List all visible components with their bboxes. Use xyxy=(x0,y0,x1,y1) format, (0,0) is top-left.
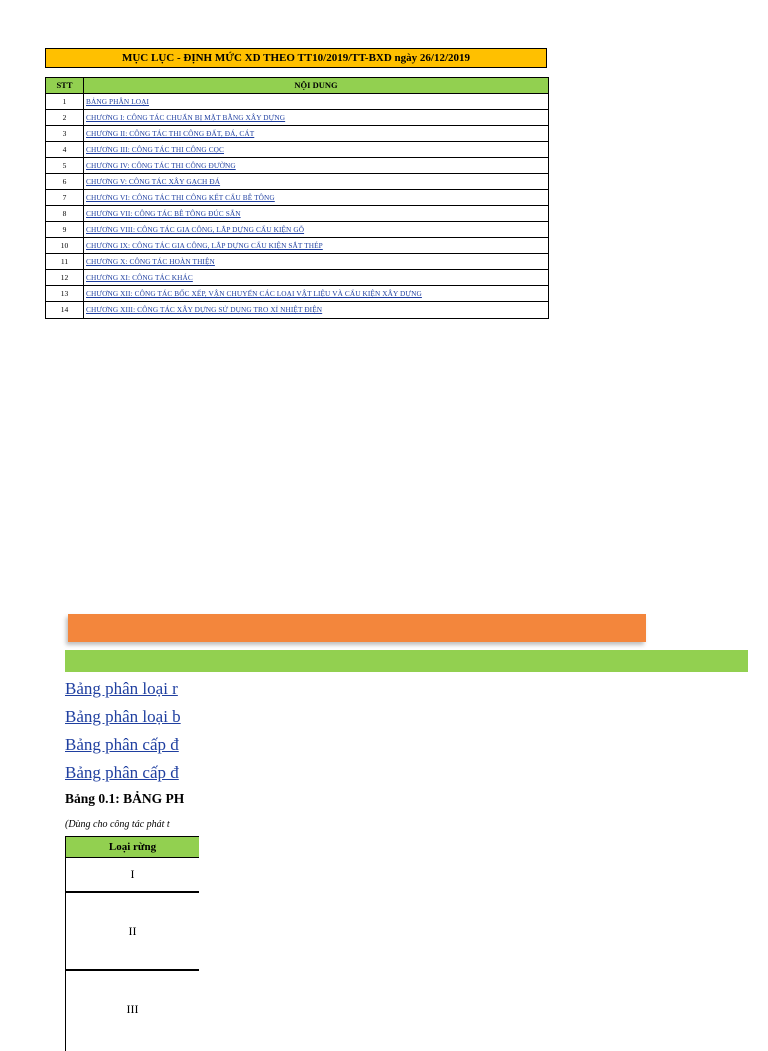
toc-row-number: 13 xyxy=(46,286,84,301)
toc-row xyxy=(46,270,548,286)
toc-row-number: 2 xyxy=(46,110,84,125)
toc-row xyxy=(46,174,548,190)
toc-row xyxy=(46,94,548,110)
forest-table-header: Loại rừng xyxy=(66,836,199,858)
toc-link-chuong-1[interactable]: CHƯƠNG I: CÔNG TÁC CHUẨN BỊ MẶT BẰNG XÂY DỰNG xyxy=(86,113,286,122)
toc-row xyxy=(46,190,548,206)
toc-link-chuong-13[interactable]: CHƯƠNG XIII: CÔNG TÁC XÂY DỰNG SỬ DỤNG TRO XỈ NHIỆT ĐIỆN xyxy=(86,305,323,314)
link-bang-phan-loai-1[interactable]: Bảng phân loại r xyxy=(65,679,178,698)
link-bang-phan-cap-2[interactable]: Bảng phân cấp đ xyxy=(65,763,179,782)
toc-link-chuong-4[interactable]: CHƯƠNG IV: CÔNG TÁC THI CÔNG ĐƯỜNG xyxy=(86,161,236,170)
toc-link-chuong-8[interactable]: CHƯƠNG VIII: CÔNG TÁC GIA CÔNG, LẮP DỰNG CẤU KIỆN GỖ xyxy=(86,225,305,234)
toc-header-content: NỘI DUNG xyxy=(294,80,338,90)
toc-link-chuong-7[interactable]: CHƯƠNG VII: CÔNG TÁC BÊ TÔNG ĐÚC SẴN xyxy=(86,209,241,218)
table-caption: Bảng 0.1: BẢNG PH xyxy=(65,791,185,806)
toc-row xyxy=(46,126,548,142)
link-bang-phan-cap-1[interactable]: Bảng phân cấp đ xyxy=(65,735,179,754)
toc-row-number: 1 xyxy=(46,94,84,109)
forest-row-3: III xyxy=(126,1002,139,1016)
toc-row-number: 10 xyxy=(46,238,84,253)
toc-link-chuong-3[interactable]: CHƯƠNG III: CÔNG TÁC THI CÔNG CỌC xyxy=(86,145,225,154)
toc-row xyxy=(46,158,548,174)
toc-link-chuong-2[interactable]: CHƯƠNG II: CÔNG TÁC THI CÔNG ĐẤT, ĐÁ, CÁT xyxy=(86,129,255,138)
toc-row xyxy=(46,286,548,302)
toc-link-chuong-9[interactable]: CHƯƠNG IX: CÔNG TÁC GIA CÔNG, LẮP DỰNG CẤU KIỆN SẮT THÉP xyxy=(86,241,323,250)
orange-banner xyxy=(68,614,646,642)
toc-link-chuong-5[interactable]: CHƯƠNG V: CÔNG TÁC XÂY GẠCH ĐÁ xyxy=(86,177,221,186)
toc-row xyxy=(46,222,548,238)
toc-row-number: 9 xyxy=(46,222,84,237)
toc-row xyxy=(46,238,548,254)
toc-row-number: 5 xyxy=(46,158,84,173)
forest-row-1: I xyxy=(66,858,199,893)
forest-row-2: II xyxy=(66,893,199,971)
table-note: (Dùng cho công tác phát t xyxy=(65,819,170,830)
toc-row xyxy=(46,254,548,270)
toc-header-row xyxy=(46,78,548,94)
forest-type-table xyxy=(65,836,199,1051)
toc-link-chuong-6[interactable]: CHƯƠNG VI: CÔNG TÁC THI CÔNG KẾT CẤU BÊ TÔNG xyxy=(86,193,275,202)
toc-table xyxy=(45,77,549,319)
toc-row xyxy=(46,110,548,126)
toc-row xyxy=(46,206,548,222)
green-header-band xyxy=(65,650,748,672)
toc-link-bang-phan-loai[interactable]: BẢNG PHÂN LOẠI xyxy=(86,97,150,106)
toc-row-number: 8 xyxy=(46,206,84,221)
toc-row-number: 7 xyxy=(46,190,84,205)
toc-row-number: 4 xyxy=(46,142,84,157)
toc-row-number: 12 xyxy=(46,270,84,285)
toc-link-chuong-12[interactable]: CHƯƠNG XII: CÔNG TÁC BỐC XẾP, VẬN CHUYỂN CÁC LOẠI VẬT LIỆU VÀ CẤU KIỆN XÂY DỰNG xyxy=(86,289,422,298)
toc-row-number: 11 xyxy=(46,254,84,269)
toc-link-chuong-10[interactable]: CHƯƠNG X: CÔNG TÁC HOÀN THIỆN xyxy=(86,257,215,266)
toc-header-stt: STT xyxy=(46,78,84,93)
toc-row xyxy=(46,142,548,158)
toc-row-number: 14 xyxy=(46,302,84,318)
toc-link-chuong-11[interactable]: CHƯƠNG XI: CÔNG TÁC KHÁC xyxy=(86,273,193,282)
toc-title: MỤC LỤC - ĐỊNH MỨC XD THEO TT10/2019/TT-BXD ngày 26/12/2019 xyxy=(45,48,547,68)
toc-row-number: 6 xyxy=(46,174,84,189)
toc-row xyxy=(46,302,548,318)
toc-row-number: 3 xyxy=(46,126,84,141)
link-bang-phan-loai-2[interactable]: Bảng phân loại b xyxy=(65,707,181,726)
